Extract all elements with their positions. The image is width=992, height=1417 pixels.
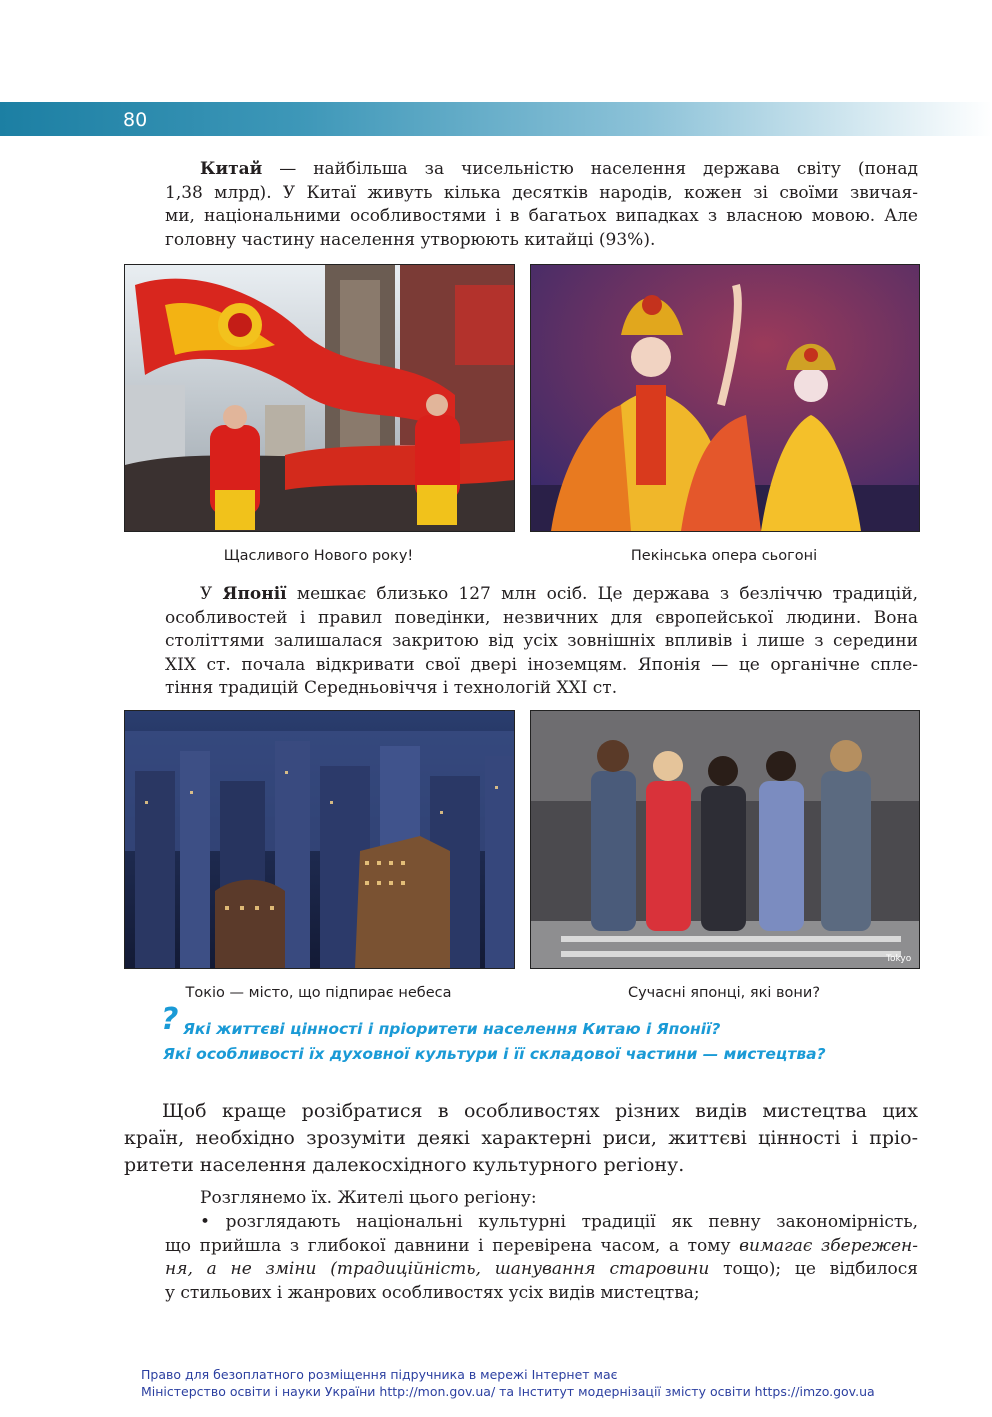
modern-japanese-photo	[530, 710, 920, 969]
page-number: 80	[123, 109, 148, 131]
caption-dragon: Щасливого Нового року!	[223, 548, 414, 564]
question-line-2: Які особливості їх духовної культури і її складової частини — мистецтва?	[163, 1045, 826, 1063]
japan-line-3: століттями залишалася закритою від усіх зовнішніх впливів і лише з середини	[165, 631, 918, 651]
question-mark-icon: ?	[161, 1002, 179, 1037]
dragon-dance-image	[125, 265, 514, 531]
japan-line-5: тіння традицій Середньовіччя і технологій XXI ст.	[165, 678, 618, 698]
tokyo-skyline-photo	[124, 710, 515, 969]
bullet-line-1: • розглядають національні культурні традиції як певну закономірність,	[200, 1212, 918, 1232]
bullet-line-4: у стильових і жанрових особливостях усіх видів мистецтва;	[165, 1282, 700, 1303]
china-line-4: головну частину населення утворюють китайці (93%).	[165, 229, 656, 250]
footer-line-2: Міністерство освіти і науки України http://mon.gov.ua/ та Інститут модернізації змісту освіти https://imzo.gov.ua	[141, 1384, 875, 1399]
question-line-1: Які життєві цінності і пріоритети населення Китаю і Японії?	[183, 1020, 721, 1038]
bullet-line-3: ня, а не зміни (традиційність, шанування старовини тощо); це відбилося	[165, 1259, 918, 1279]
question-block	[161, 1002, 826, 1067]
modern-japanese-image	[531, 711, 919, 968]
peking-opera-photo	[530, 264, 920, 532]
japan-line-1: У Японії мешкає близько 127 млн осіб. Це держава з безліччю традицій,	[200, 584, 918, 604]
region-line-2: країн, необхідно зрозуміти деякі характерні риси, життєві цінності і пріо-	[124, 1127, 918, 1149]
consider-line: Розглянемо їх. Жителі цього регіону:	[200, 1188, 537, 1208]
japan-line-2: особливостей і правил поведінки, незвичних для європейської людини. Вона	[165, 607, 918, 628]
header-band	[0, 102, 992, 136]
china-line-3: ми, національними особливостями і в багатьох випадках з власною мовою. Але	[165, 206, 918, 226]
footer-line-1: Право для безоплатного розміщення підручника в мережі Інтернет має	[141, 1367, 618, 1382]
bullet-line-2: що прийшла з глибокої давнини і перевірена часом, а тому вимагає збережен-	[165, 1235, 919, 1256]
caption-opera: Пекінська опера сьогоні	[630, 548, 818, 564]
china-paragraph	[165, 158, 918, 252]
japan-bold-term: Японії	[222, 584, 287, 604]
peking-opera-image	[531, 265, 919, 531]
japan-line-4: XIX ст. почала відкривати свої двері іноземцям. Японія — це органічне спле-	[165, 654, 918, 675]
cultural-region-paragraph	[124, 1098, 918, 1179]
bullet-paragraph	[165, 1211, 918, 1305]
tokyo-skyline-image	[125, 711, 514, 968]
caption-tokyo: Токіо — місто, що підпирає небеса	[185, 985, 452, 1001]
japan-paragraph	[165, 583, 918, 701]
caption-japanese: Сучасні японці, які вони?	[627, 985, 821, 1001]
china-line-1: Китай — найбільша за чисельністю населення держава світу (понад	[200, 159, 918, 179]
region-line-1: Щоб краще розібратися в особливостях різних видів мистецтва цих	[162, 1100, 918, 1122]
china-line-2: 1,38 млрд). У Китаї живуть кілька десятків народів, кожен зі своїми звичая-	[165, 182, 918, 203]
region-line-3: ритети населення далекосхідного культурного регіону.	[124, 1154, 685, 1176]
footer-license	[141, 1366, 875, 1400]
china-bold-term: Китай	[200, 159, 263, 179]
dragon-dance-photo	[124, 264, 515, 532]
tokyo-watermark: Tokyo	[886, 954, 912, 964]
